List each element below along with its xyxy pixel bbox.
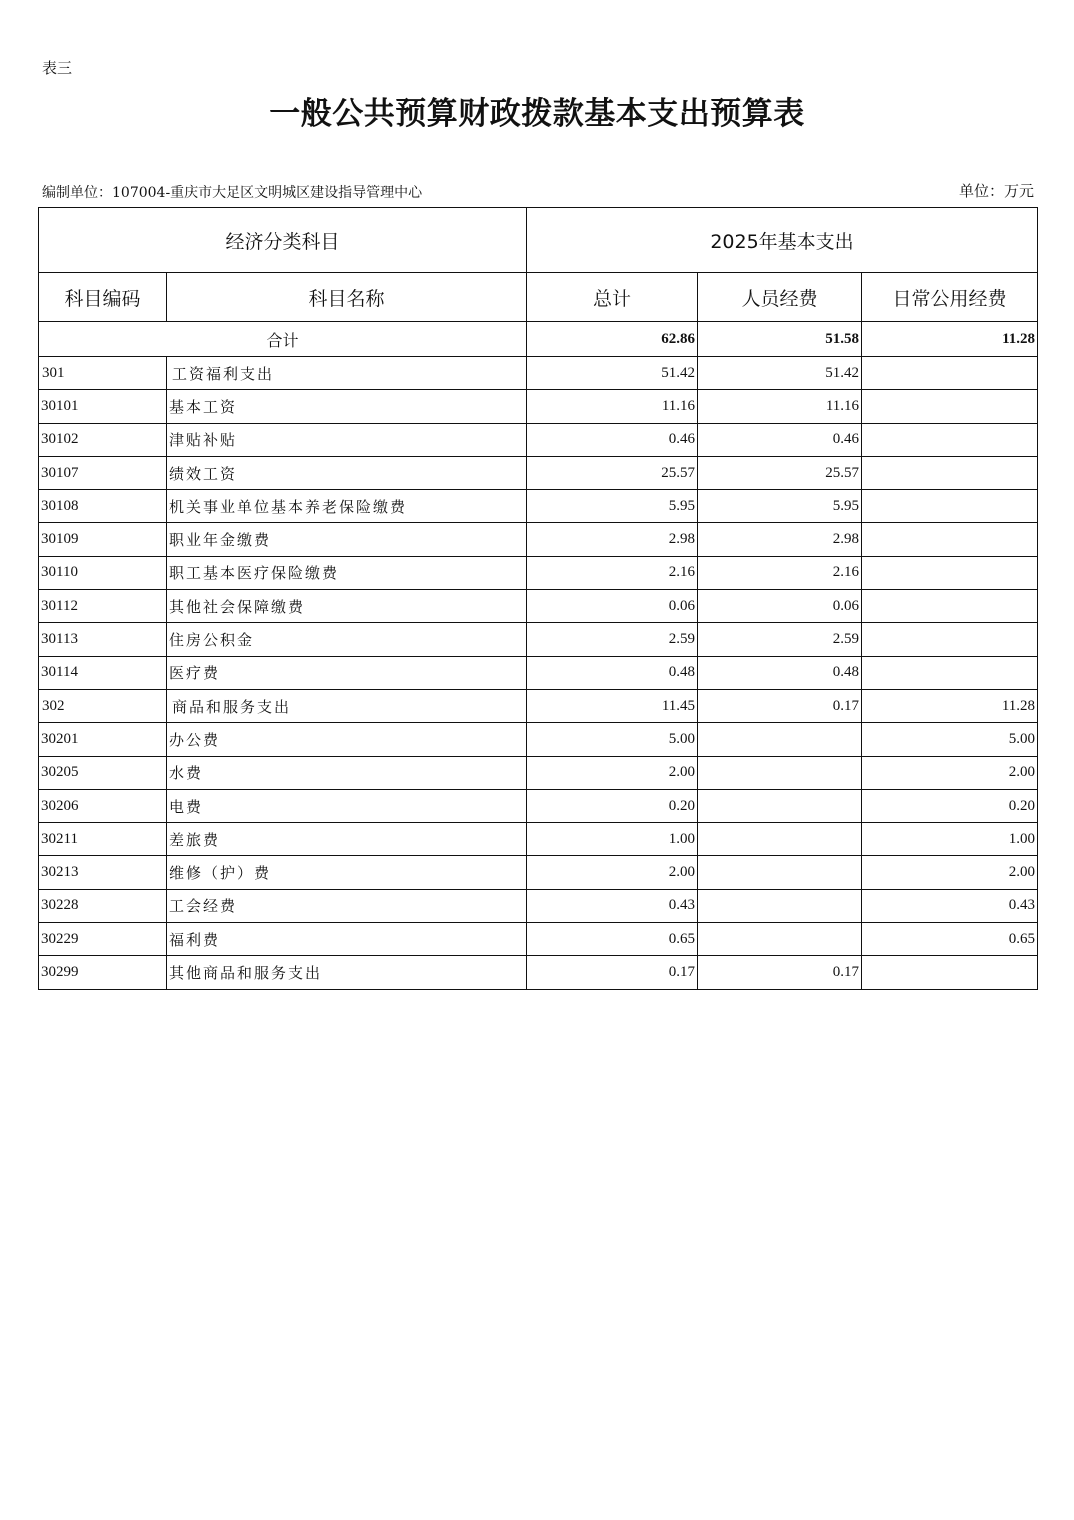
row-personnel: 0.46 [698, 423, 862, 456]
row-name: 住房公积金 [167, 623, 527, 656]
row-personnel: 2.98 [698, 523, 862, 556]
row-public [862, 623, 1038, 656]
row-public: 11.28 [862, 689, 1038, 722]
row-name: 工资福利支出 [167, 357, 527, 390]
row-code: 30114 [39, 656, 167, 689]
row-public [862, 456, 1038, 489]
row-total: 2.00 [527, 756, 698, 789]
row-total: 5.00 [527, 723, 698, 756]
row-public: 2.00 [862, 756, 1038, 789]
row-public: 5.00 [862, 723, 1038, 756]
table-row [39, 456, 1038, 489]
table-row [39, 523, 1038, 556]
row-total: 25.57 [527, 456, 698, 489]
row-code: 30113 [39, 623, 167, 656]
row-public: 1.00 [862, 823, 1038, 856]
row-personnel [698, 789, 862, 822]
row-name: 绩效工资 [167, 456, 527, 489]
row-public [862, 523, 1038, 556]
row-total: 51.42 [527, 357, 698, 390]
row-personnel [698, 923, 862, 956]
row-code: 30108 [39, 490, 167, 523]
table-row [39, 689, 1038, 722]
row-name: 办公费 [167, 723, 527, 756]
row-name: 电费 [167, 789, 527, 822]
row-total: 11.45 [527, 689, 698, 722]
row-public [862, 490, 1038, 523]
row-total: 0.20 [527, 789, 698, 822]
row-name: 差旅费 [167, 823, 527, 856]
row-code: 30109 [39, 523, 167, 556]
column-header-name: 科目名称 [167, 273, 527, 322]
row-public [862, 423, 1038, 456]
row-name: 医疗费 [167, 656, 527, 689]
row-total: 2.00 [527, 856, 698, 889]
column-header-public: 日常公用经费 [862, 273, 1038, 322]
row-total: 0.43 [527, 889, 698, 922]
row-code: 30101 [39, 390, 167, 423]
row-public: 0.65 [862, 923, 1038, 956]
row-public: 2.00 [862, 856, 1038, 889]
row-code: 302 [39, 689, 167, 722]
row-total: 2.16 [527, 556, 698, 589]
table-row [39, 723, 1038, 756]
row-total: 5.95 [527, 490, 698, 523]
row-code: 30213 [39, 856, 167, 889]
table-row [39, 423, 1038, 456]
row-total: 0.17 [527, 956, 698, 989]
row-name: 其他商品和服务支出 [167, 956, 527, 989]
currency-unit-label: 单位：万元 [958, 182, 1034, 200]
row-code: 301 [39, 357, 167, 390]
row-total: 0.46 [527, 423, 698, 456]
row-total: 2.59 [527, 623, 698, 656]
table-row [39, 956, 1038, 989]
table-row [39, 889, 1038, 922]
row-name: 基本工资 [167, 390, 527, 423]
total-personnel: 51.58 [698, 322, 862, 357]
row-total: 2.98 [527, 523, 698, 556]
row-total: 0.65 [527, 923, 698, 956]
row-personnel: 2.59 [698, 623, 862, 656]
table-row [39, 556, 1038, 589]
row-code: 30229 [39, 923, 167, 956]
table-row [39, 390, 1038, 423]
row-name: 职工基本医疗保险缴费 [167, 556, 527, 589]
row-name: 职业年金缴费 [167, 523, 527, 556]
row-name: 其他社会保障缴费 [167, 590, 527, 623]
row-code: 30211 [39, 823, 167, 856]
row-total: 1.00 [527, 823, 698, 856]
row-code: 30228 [39, 889, 167, 922]
row-code: 30102 [39, 423, 167, 456]
row-personnel: 11.16 [698, 390, 862, 423]
row-name: 维修（护）费 [167, 856, 527, 889]
row-personnel: 0.17 [698, 689, 862, 722]
row-total: 0.06 [527, 590, 698, 623]
page-title: 一般公共预算财政拨款基本支出预算表 [269, 96, 805, 132]
row-public [862, 590, 1038, 623]
row-personnel: 5.95 [698, 490, 862, 523]
row-public [862, 390, 1038, 423]
row-public: 0.43 [862, 889, 1038, 922]
row-code: 30206 [39, 789, 167, 822]
table-row [39, 923, 1038, 956]
row-code: 30205 [39, 756, 167, 789]
row-total: 11.16 [527, 390, 698, 423]
basic-expenditure-header: 2025年基本支出 [527, 208, 1038, 273]
row-personnel [698, 723, 862, 756]
row-personnel: 0.48 [698, 656, 862, 689]
row-personnel [698, 856, 862, 889]
row-name: 津贴补贴 [167, 423, 527, 456]
table-column-header-row [39, 273, 1038, 322]
row-personnel: 25.57 [698, 456, 862, 489]
table-row [39, 656, 1038, 689]
table-group-header-row [39, 208, 1038, 273]
row-personnel: 0.17 [698, 956, 862, 989]
row-personnel [698, 823, 862, 856]
row-public [862, 556, 1038, 589]
table-row [39, 490, 1038, 523]
table-row [39, 590, 1038, 623]
row-personnel: 2.16 [698, 556, 862, 589]
row-personnel [698, 889, 862, 922]
total-row [39, 322, 1038, 357]
compiling-unit-label: 编制单位：107004-重庆市大足区文明城区建设指导管理中心 [42, 185, 423, 201]
row-public [862, 656, 1038, 689]
column-header-total: 总计 [527, 273, 698, 322]
total-sum: 62.86 [527, 322, 698, 357]
row-code: 30201 [39, 723, 167, 756]
table-row [39, 856, 1038, 889]
row-name: 商品和服务支出 [167, 689, 527, 722]
row-code: 30112 [39, 590, 167, 623]
row-personnel [698, 756, 862, 789]
row-code: 30110 [39, 556, 167, 589]
row-name: 水费 [167, 756, 527, 789]
table-row [39, 756, 1038, 789]
row-personnel: 0.06 [698, 590, 862, 623]
column-header-code: 科目编码 [39, 273, 167, 322]
table-row [39, 357, 1038, 390]
row-public [862, 956, 1038, 989]
row-public [862, 357, 1038, 390]
total-public: 11.28 [862, 322, 1038, 357]
row-public: 0.20 [862, 789, 1038, 822]
row-code: 30107 [39, 456, 167, 489]
column-header-personnel: 人员经费 [698, 273, 862, 322]
row-name: 机关事业单位基本养老保险缴费 [167, 490, 527, 523]
row-name: 工会经费 [167, 889, 527, 922]
row-code: 30299 [39, 956, 167, 989]
table-row [39, 789, 1038, 822]
row-total: 0.48 [527, 656, 698, 689]
row-personnel: 51.42 [698, 357, 862, 390]
table-number-label: 表三 [42, 59, 73, 77]
table-row [39, 823, 1038, 856]
budget-table [38, 207, 1038, 990]
table-row [39, 623, 1038, 656]
total-label: 合计 [39, 322, 527, 357]
row-name: 福利费 [167, 923, 527, 956]
economic-classification-header: 经济分类科目 [39, 208, 527, 273]
